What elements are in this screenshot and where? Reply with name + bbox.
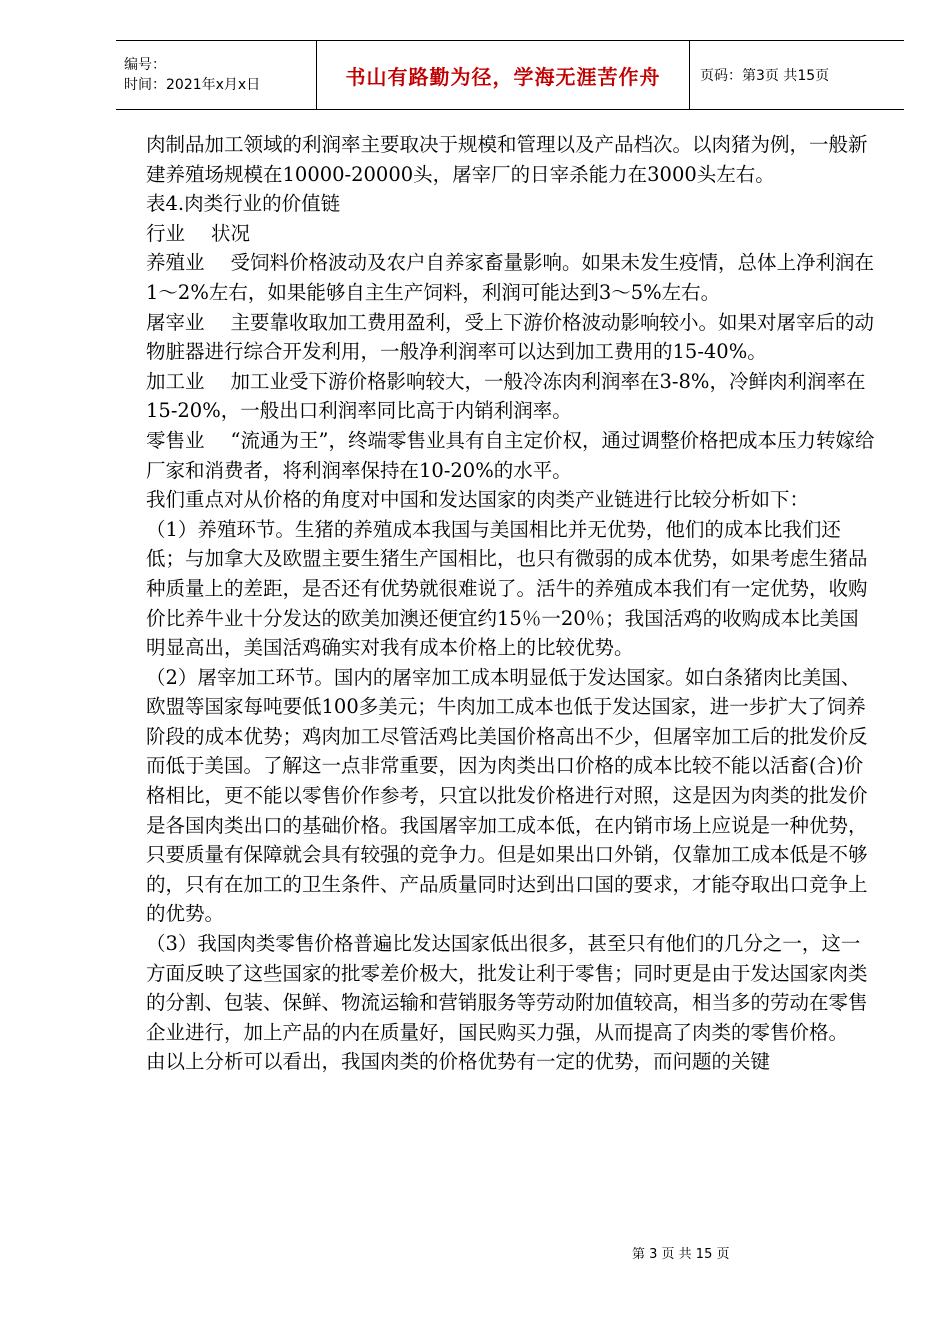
page-header	[116, 40, 904, 110]
header-motto-cell	[316, 41, 690, 109]
header-meta	[116, 41, 316, 109]
table-header-row	[146, 219, 876, 249]
row-industry: 屠宰业	[146, 310, 205, 334]
row-status: 主要靠收取加工费用盈利，受上下游价格波动影响较小。如果对屠宰后的动物脏器进行综合开发利用，一般净利润率可以达到加工费用的15-40%。	[146, 310, 875, 364]
paragraph-breeding: （1）养殖环节。生猪的养殖成本我国与美国相比并无优势，他们的成本比我们还低；与加拿大及欧盟主要生猪生产国相比，也只有微弱的成本优势，如果考虑生猪品种质量上的差距，是否还有优势就很难说了。活牛的养殖成本我们有一定优势，收购价比养牛业十分发达的欧美加澳还便宜约15％一20％；我国活鸡的收购成本比美国明显高出，美国活鸡确实对我有成本价格上的比较优势。	[146, 517, 868, 660]
header-motto: 书山有路勤为径，学海无涯苦作舟	[345, 64, 661, 89]
header-page-cell	[690, 41, 904, 109]
table-row	[146, 367, 876, 426]
paragraph-intro: 肉制品加工领域的利润率主要取决于规模和管理以及产品档次。以肉猪为例，一般新建养殖场规模在10000-20000头，屠宰厂的日宰杀能力在3000头左右。	[146, 133, 868, 186]
row-status: “流通为王”，终端零售业具有自主定价权，通过调整价格把成本压力转嫁给厂家和消费者，将利润率保持在10-20%的水平。	[146, 428, 875, 482]
row-status: 受饲料价格波动及农户自养家畜量影响。如果未发生疫情，总体上净利润在1～2%左右，如果能够自主生产饲料，利润可能达到3～5%左右。	[146, 251, 875, 304]
table-title: 表4.肉类行业的价值链	[146, 192, 341, 216]
page-footer: 第 3 页 共 15 页	[632, 1247, 730, 1262]
row-industry: 养殖业	[146, 251, 205, 275]
document-number-label: 编号：	[124, 57, 166, 73]
document-time-label: 时间：2021年x月x日	[124, 77, 261, 93]
table-header-status: 状况	[211, 221, 251, 245]
row-industry: 加工业	[146, 369, 205, 393]
header-page-number: 页码：第3页 共15页	[700, 68, 830, 84]
table-row	[146, 308, 876, 367]
row-industry: 零售业	[146, 428, 205, 452]
paragraph-slaughter: （2）屠宰加工环节。国内的屠宰加工成本明显低于发达国家。如白条猪肉比美国、欧盟等国家每吨要低100多美元；牛肉加工成本也低于发达国家，进一步扩大了饲养阶段的成本优势；鸡肉加工尽管活鸡比美国价格高出不少，但屠宰加工后的批发价反而低于美国。了解这一点非常重要，因为肉类出口价格的成本比较不能以活畜(合)价格相比，更不能以零售价作参考，只宜以批发价格进行对照，这是因为肉类的批发价是各国肉类出口的基础价格。我国屠宰加工成本低，在内销市场上应说是一种优势，只要质量有保障就会具有较强的竞争力。但是如果出口外销，仅靠加工成本低是不够的，只有在加工的卫生条件、产品质量同时达到出口国的要求，才能夺取出口竞争上的优势。	[146, 665, 868, 926]
table-row	[146, 426, 876, 485]
table-header-industry: 行业	[146, 221, 186, 245]
paragraph-retail: （3）我国肉类零售价格普遍比发达国家低出很多，甚至只有他们的几分之一，这一方面反映了这些国家的批零差价极大，批发让利于零售；同时更是由于发达国家肉类的分割、包装、保鲜、物流运输和营销服务等劳动附加值较高，相当多的劳动在零售企业进行，加上产品的内在质量好，国民购买力强，从而提高了肉类的零售价格。	[146, 932, 868, 1044]
row-status: 加工业受下游价格影响较大，一般冷冻肉利润率在3-8%，冷鲜肉利润率在15-20%，一般出口利润率同比高于内销利润率。	[146, 369, 866, 423]
table-row	[146, 248, 876, 307]
document-body	[146, 130, 876, 1077]
paragraph-conclusion: 由以上分析可以看出，我国肉类的价格优势有一定的优势，而问题的关键	[146, 1050, 771, 1074]
paragraph-analysis-intro: 我们重点对从价格的角度对中国和发达国家的肉类产业链进行比较分析如下：	[146, 488, 810, 512]
